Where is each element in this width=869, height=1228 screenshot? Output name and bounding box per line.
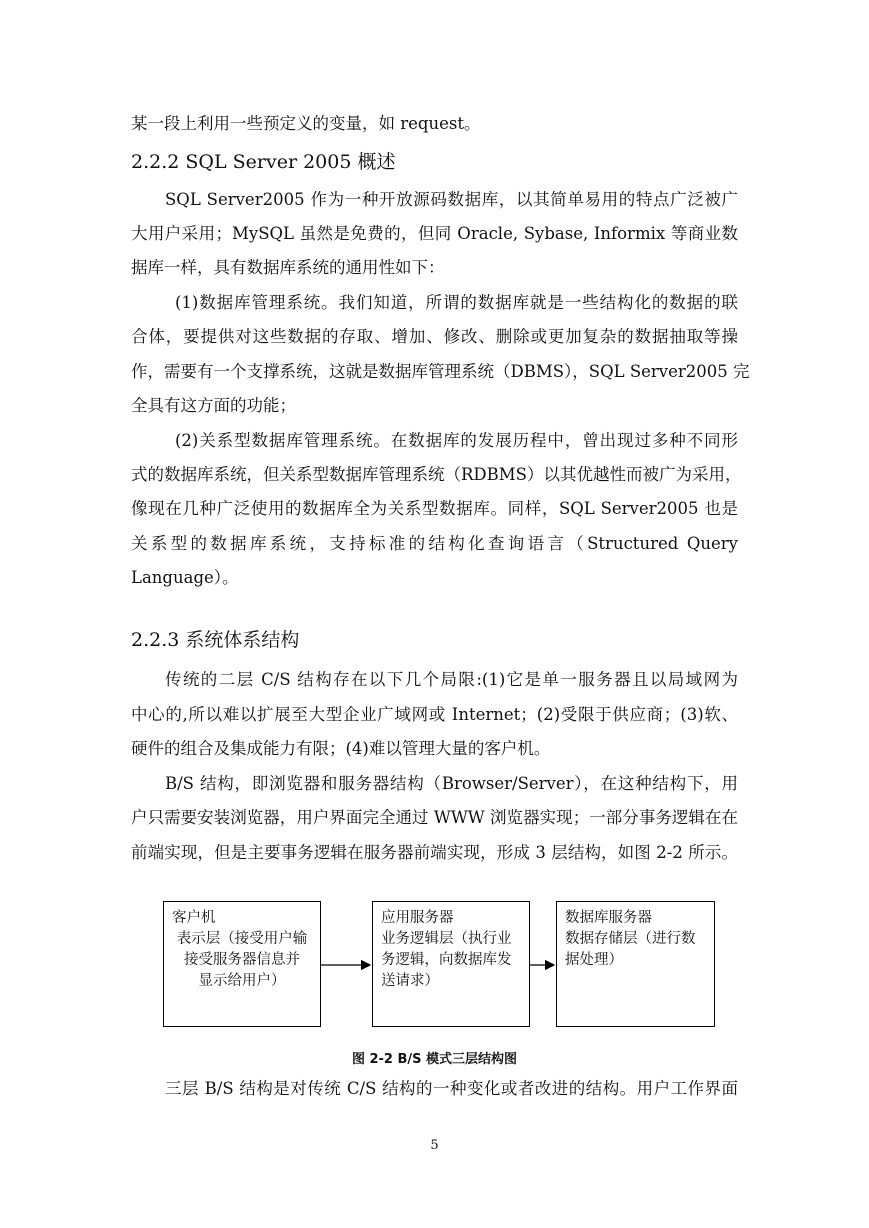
text-line: 中心的,所以难以扩展至大型企业广域网或 Internet；(2)受限于供应商；(3)软、 [131,705,738,724]
text-line: (1)数据库管理系统。我们知道，所谓的数据库就是一些结构化的数据的联 [175,293,738,312]
text-line: 合体，要提供对这些数据的存取、增加、修改、删除或更加复杂的数据抽取等操 [131,327,738,346]
box-text: 务逻辑，向数据库发 [381,952,512,968]
box-label: 客户机 [172,910,216,926]
text-line: 作，需要有一个支撑系统，这就是数据库管理系统（DBMS），SQL Server2005 完 [131,362,750,381]
page-number: 5 [430,1138,439,1153]
box-text: 接受服务器信息并 [184,952,300,968]
text-line: B/S 结构，即浏览器和服务器结构（Browser/Server），在这种结构下，用 [165,774,738,793]
text-line: 三层 B/S 结构是对传统 C/S 结构的一种变化或者改进的结构。用户工作界面 [165,1079,738,1098]
box-text: 表示层（接受用户输 [176,931,308,947]
box-label: 应用服务器 [381,910,454,926]
box-text: 送请求） [381,973,439,989]
text-line: 式的数据库系统，但关系型数据库管理系统（RDBMS）以其优越性而被广为采用， [131,465,742,484]
box-text: 据处理） [565,952,623,968]
text-line: 大用户采用；MySQL 虽然是免费的，但同 Oracle, Sybase, Informix 等商业数 [131,224,738,243]
text-line: Language）。 [131,568,239,587]
text-line: 关系型的数据库系统，支持标准的结构化查询语言（Structured Query [131,534,738,553]
text-line: 户只需要安装浏览器，用户界面完全通过 WWW 浏览器实现；一部分事务逻辑在在 [131,808,738,827]
box-text: 业务逻辑层（执行业 [381,931,512,947]
text-line: 前端实现，但是主要事务逻辑在服务器前端实现，形成 3 层结构，如图 2-2 所示。 [131,843,738,862]
box-text: 数据存储层（进行数 [565,931,696,947]
section-heading-2-2-2: 2.2.2 SQL Server 2005 概述 [131,151,396,173]
text-line: (2)关系型数据库管理系统。在数据库的发展历程中，曾出现过多种不同形 [175,431,738,450]
text-line: 硬件的组合及集成能力有限；(4)难以管理大量的客户机。 [131,739,551,758]
text-line: 某一段上利用一些预定义的变量，如 request。 [131,114,481,133]
box-label: 数据库服务器 [565,910,652,926]
section-heading-2-2-3: 2.2.3 系统体系结构 [131,629,300,651]
text-line: SQL Server2005 作为一种开放源码数据库，以其简单易用的特点广泛被广 [165,190,738,209]
box-text: 显示给用户） [198,973,286,989]
text-line: 传统的二层 C/S 结构存在以下几个局限:(1)它是单一服务器且以局域网为 [165,670,738,689]
text-line: 全具有这方面的功能； [131,396,296,415]
figure-caption: 图 2-2 B/S 模式三层结构图 [351,1052,518,1067]
text-line: 像现在几种广泛使用的数据库全为关系型数据库。同样，SQL Server2005 也是 [131,499,738,518]
text-line: 据库一样，具有数据库系统的通用性如下： [131,258,445,277]
